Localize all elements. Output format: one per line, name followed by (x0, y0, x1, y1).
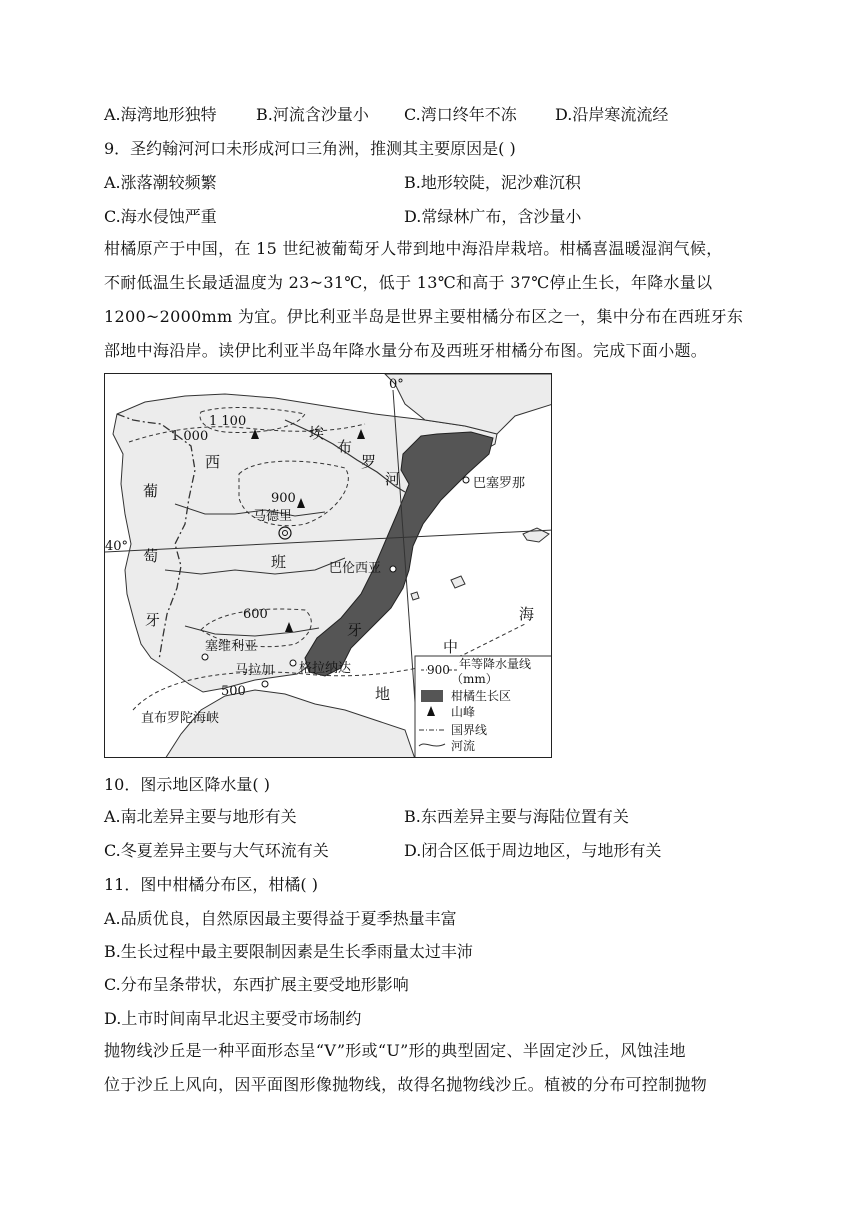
balearic-island (411, 592, 419, 600)
country-label: 西 (205, 453, 221, 471)
country-label: 牙 (347, 621, 363, 639)
q8-option-c[interactable]: C.湾口终年不冻 (404, 105, 517, 124)
passage-line: 柑橘原产于中国，在 15 世纪被葡萄牙人带到地中海沿岸栽培。柑橘喜温暖湿润气候， (104, 239, 723, 258)
q10-option-c[interactable]: C.冬夏差异主要与大气环流有关 (104, 841, 329, 860)
passage-line: 部地中海沿岸。读伊比利亚半岛年降水量分布及西班牙柑橘分布图。完成下面小题。 (104, 341, 708, 360)
passage-line: 不耐低温生长最适温度为 23~31℃，低于 13℃和高于 37℃停止生长，年降水量以 (104, 273, 713, 292)
q11-stem: 11．图中柑橘分布区，柑橘( ) (104, 875, 318, 894)
river-label: 罗 (361, 453, 377, 471)
q9-stem: 9．圣约翰河河口未形成河口三角洲，推测其主要原因是( ) (104, 139, 516, 158)
river-label: 埃 (309, 424, 325, 442)
sea-label: 地 (375, 685, 391, 703)
q11-option-b[interactable]: B.生长过程中最主要限制因素是生长季雨量太过丰沛 (104, 942, 473, 961)
q11-option-c[interactable]: C.分布呈条带状，东西扩展主要受地形影响 (104, 975, 409, 994)
legend-peak-label: 山峰 (451, 705, 476, 719)
q11-option-d[interactable]: D.上市时间南早北迟主要受市场制约 (104, 1009, 362, 1028)
strait-label: 直布罗陀海峡 (141, 711, 220, 726)
passage-line: 1200~2000mm 为宜。伊比利亚半岛是世界主要柑橘分布区之一，集中分布在西班牙东 (104, 307, 744, 326)
legend-citrus-swatch (421, 690, 443, 702)
legend-border-label: 国界线 (451, 723, 488, 737)
q8-option-b[interactable]: B.河流含沙量小 (256, 105, 369, 124)
city-label-seville: 塞维利亚 (205, 639, 258, 654)
q9-option-d[interactable]: D.常绿林广布，含沙量小 (404, 207, 582, 226)
balearic-island (451, 576, 465, 588)
legend-citrus-label: 柑橘生长区 (451, 689, 512, 703)
malaga-city-icon (262, 681, 268, 687)
seville-city-icon (202, 654, 208, 660)
city-label-valencia: 巴伦西亚 (329, 561, 382, 576)
legend-isoline-label: 年等降水量线 (459, 657, 532, 671)
legend-isoline-sample-label: 900 (427, 663, 450, 677)
q9-option-c[interactable]: C.海水侵蚀严重 (104, 207, 217, 226)
q10-option-d[interactable]: D.闭合区低于周边地区，与地形有关 (404, 841, 662, 860)
city-label-barcelona: 巴塞罗那 (473, 476, 526, 491)
passage-dunes (104, 1034, 754, 1102)
isoline-label: 600 (243, 607, 268, 622)
portugal-label: 牙 (145, 611, 161, 629)
passage-line: 抛物线沙丘是一种平面形态呈“V”形或“U”形的典型固定、半固定沙丘，风蚀洼地 (104, 1041, 686, 1060)
q8-option-d[interactable]: D.沿岸寒流流经 (555, 105, 669, 124)
q8-option-a[interactable]: A.海湾地形独特 (104, 105, 217, 124)
river-label: 河 (385, 470, 401, 488)
parallel-label: 40° (105, 539, 129, 554)
city-label-granada: 格拉纳达 (299, 661, 352, 676)
granada-city-icon (290, 660, 296, 666)
valencia-city-icon (390, 566, 396, 572)
sea-label: 海 (519, 605, 535, 623)
isoline-label: 1 000 (171, 429, 209, 444)
legend-isoline-unit: （mm） (451, 672, 498, 686)
portugal-label: 葡 (143, 482, 159, 500)
q11-option-a[interactable]: A.品质优良，自然原因最主要得益于夏季热量丰富 (104, 909, 457, 928)
sea-label: 中 (443, 638, 459, 656)
q10-stem: 10．图示地区降水量( ) (104, 775, 270, 794)
city-label-malaga: 马拉加 (235, 663, 275, 678)
isoline-label: 1 100 (209, 414, 247, 429)
q10-option-b[interactable]: B.东西差异主要与海陆位置有关 (404, 807, 629, 826)
legend-river-label: 河流 (451, 739, 476, 753)
q9-option-a[interactable]: A.涨落潮较频繁 (104, 173, 217, 192)
q10-option-a[interactable]: A.南北差异主要与地形有关 (104, 807, 297, 826)
isoline-label: 500 (221, 684, 246, 699)
q9-option-b[interactable]: B.地形较陡，泥沙难沉积 (404, 173, 581, 192)
city-label-madrid: 马德里 (253, 509, 293, 524)
isoline-label: 900 (271, 491, 296, 506)
barcelona-city-icon (463, 477, 469, 483)
passage-citrus (104, 232, 754, 368)
country-label: 班 (271, 553, 287, 571)
passage-line: 位于沙丘上风向，因平面图形像抛物线，故得名抛物线沙丘。植被的分布可控制抛物 (104, 1075, 708, 1094)
iberia-map (104, 373, 552, 758)
river-label: 布 (337, 438, 353, 456)
meridian-label: 0° (389, 377, 404, 392)
portugal-label: 萄 (143, 547, 159, 565)
